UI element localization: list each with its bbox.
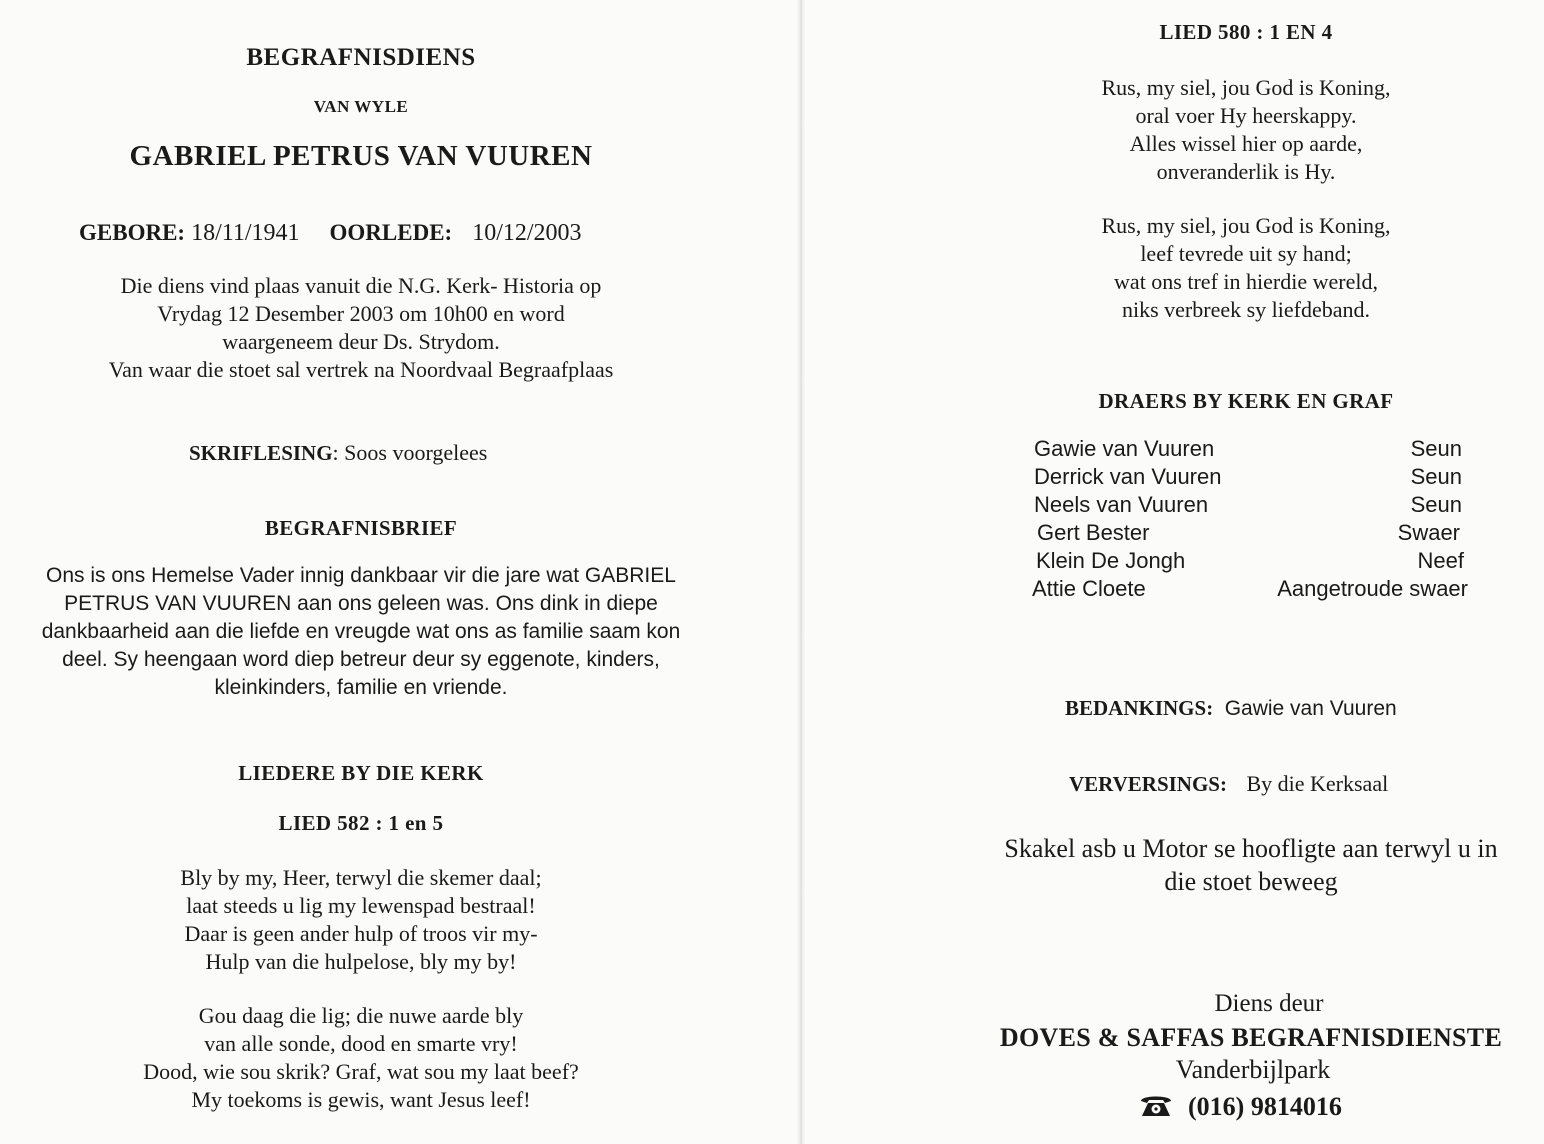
bearer-name: Gert Bester	[1037, 520, 1150, 545]
letter-line: Ons is ons Hemelse Vader innig dankbaar vir die jare wat GABRIEL	[46, 564, 676, 587]
refreshments-line	[1069, 771, 1388, 797]
bearer-relation: Seun	[1410, 436, 1462, 461]
company-name: DOVES & SAFFAS BEGRAFNISDIENSTE	[999, 1023, 1503, 1052]
verse-line: Alles wissel hier op aarde,	[1129, 131, 1363, 156]
reading-line	[189, 440, 487, 466]
letter-line: dankbaarheid aan die liefde en vreugde wat ons as familie saam kon	[41, 620, 681, 643]
service-line: Die diens vind plaas vanuit die N.G. Kerk- Historia op	[120, 273, 602, 298]
refreshments-label: VERVERSINGS:	[1069, 772, 1227, 796]
verse-line: leef tevrede uit sy hand;	[1140, 241, 1352, 266]
company-city: Vanderbijlpark	[1175, 1055, 1331, 1084]
bearer-name: Gawie van Vuuren	[1034, 436, 1215, 461]
deceased-name: GABRIEL PETRUS VAN VUUREN	[129, 140, 593, 172]
bearer-row	[1030, 520, 1470, 548]
bearer-row	[1030, 492, 1470, 520]
song-580-title: LIED 580 : 1 EN 4	[1159, 20, 1333, 44]
bearer-name: Derrick van Vuuren	[1034, 464, 1222, 489]
born-value: 18/11/1941	[191, 220, 300, 246]
funeral-letter	[0, 562, 722, 702]
service-by: Diens deur	[1214, 990, 1324, 1017]
bearer-row	[1030, 464, 1470, 492]
verse-line: onveranderlik is Hy.	[1156, 159, 1336, 184]
thanks-label: BEDANKINGS:	[1065, 696, 1214, 720]
verse-line: Daar is geen ander hulp of troos vir my-	[184, 921, 538, 946]
bearer-row	[1030, 548, 1470, 576]
letter-line: deel. Sy heengaan word diep betreur deur sy eggenote, kinders,	[62, 648, 660, 671]
telephone-icon	[1138, 1092, 1174, 1118]
bearer-relation: Swaer	[1397, 520, 1460, 545]
bearer-name: Attie Cloete	[1032, 576, 1146, 601]
bearer-relation: Neef	[1417, 548, 1464, 573]
song-582-verse-2	[0, 1002, 722, 1114]
service-line: waargeneem deur Ds. Strydom.	[222, 329, 500, 354]
service-details	[0, 272, 722, 384]
dates-line	[79, 220, 582, 247]
verse-line: Hulp van die hulpelose, bly my by!	[205, 949, 517, 974]
bearer-relation: Aangetroude swaer	[1277, 576, 1468, 601]
song-580-verse-1	[1050, 74, 1442, 186]
reading-value: : Soos voorgelees	[332, 440, 488, 465]
left-page	[0, 0, 730, 1144]
phone-number: (016) 9814016	[1188, 1092, 1342, 1121]
bearer-relation: Seun	[1410, 464, 1462, 489]
verse-line: oral voer Hy heerskappy.	[1135, 103, 1357, 128]
songs-heading: LIEDERE BY DIE KERK	[238, 761, 484, 785]
refreshments-value: By die Kerksaal	[1246, 771, 1389, 796]
verse-line: My toekoms is gewis, want Jesus leef!	[191, 1087, 531, 1112]
born-label: GEBORE:	[79, 220, 186, 245]
service-title: BEGRAFNISDIENS	[246, 44, 476, 71]
died-value: 10/12/2003	[472, 220, 582, 246]
letter-heading: BEGRAFNISBRIEF	[264, 516, 458, 540]
verse-line: Bly by my, Heer, terwyl die skemer daal;	[180, 865, 542, 890]
service-line: Van waar die stoet sal vertrek na Noordvaal Begraafplaas	[108, 357, 614, 382]
reading-label: SKRIFLESING	[189, 441, 333, 465]
verse-line: Dood, wie sou skrik? Graf, wat sou my laat beef?	[143, 1059, 579, 1084]
verse-line: laat steeds u lig my lewenspad bestraal!	[186, 893, 536, 918]
bearers-heading: DRAERS BY KERK EN GRAF	[1098, 389, 1394, 413]
letter-line: kleinkinders, familie en vriende.	[214, 676, 508, 699]
died-label: OORLEDE:	[329, 220, 453, 245]
bearer-name: Klein De Jongh	[1036, 548, 1186, 573]
bearer-relation: Seun	[1410, 492, 1462, 517]
song-582-title: LIED 582 : 1 en 5	[278, 811, 444, 835]
bearers-list	[1030, 436, 1470, 604]
thanks-line	[1065, 695, 1397, 721]
service-subtitle: VAN WYLE	[313, 97, 409, 116]
bearer-row	[1030, 576, 1470, 604]
verse-line: Gou daag die lig; die nuwe aarde bly	[198, 1003, 524, 1028]
notice-line: die stoet beweeg	[1164, 867, 1338, 896]
service-line: Vrydag 12 Desember 2003 om 10h00 en word	[157, 301, 565, 326]
bearer-name: Neels van Vuuren	[1034, 492, 1209, 517]
verse-line: niks verbreek sy liefdeband.	[1121, 297, 1371, 322]
verse-line: wat ons tref in hierdie wereld,	[1114, 269, 1378, 294]
verse-line: Rus, my siel, jou God is Koning,	[1101, 213, 1391, 238]
page-fold	[797, 0, 805, 1144]
notice-line: Skakel asb u Motor se hoofligte aan terwyl u in	[1004, 834, 1498, 863]
thanks-value: Gawie van Vuuren	[1224, 697, 1397, 720]
phone-line	[1138, 1092, 1342, 1122]
song-580-verse-2	[1050, 212, 1442, 324]
letter-line: PETRUS VAN VUUREN aan ons geleen was. Ons dink in diepe	[64, 592, 658, 615]
song-582-verse-1	[0, 864, 722, 976]
verse-line: van alle sonde, dood en smarte vry!	[204, 1031, 518, 1056]
headlights-notice	[968, 832, 1534, 898]
bearer-row	[1030, 436, 1470, 464]
verse-line: Rus, my siel, jou God is Koning,	[1101, 75, 1391, 100]
